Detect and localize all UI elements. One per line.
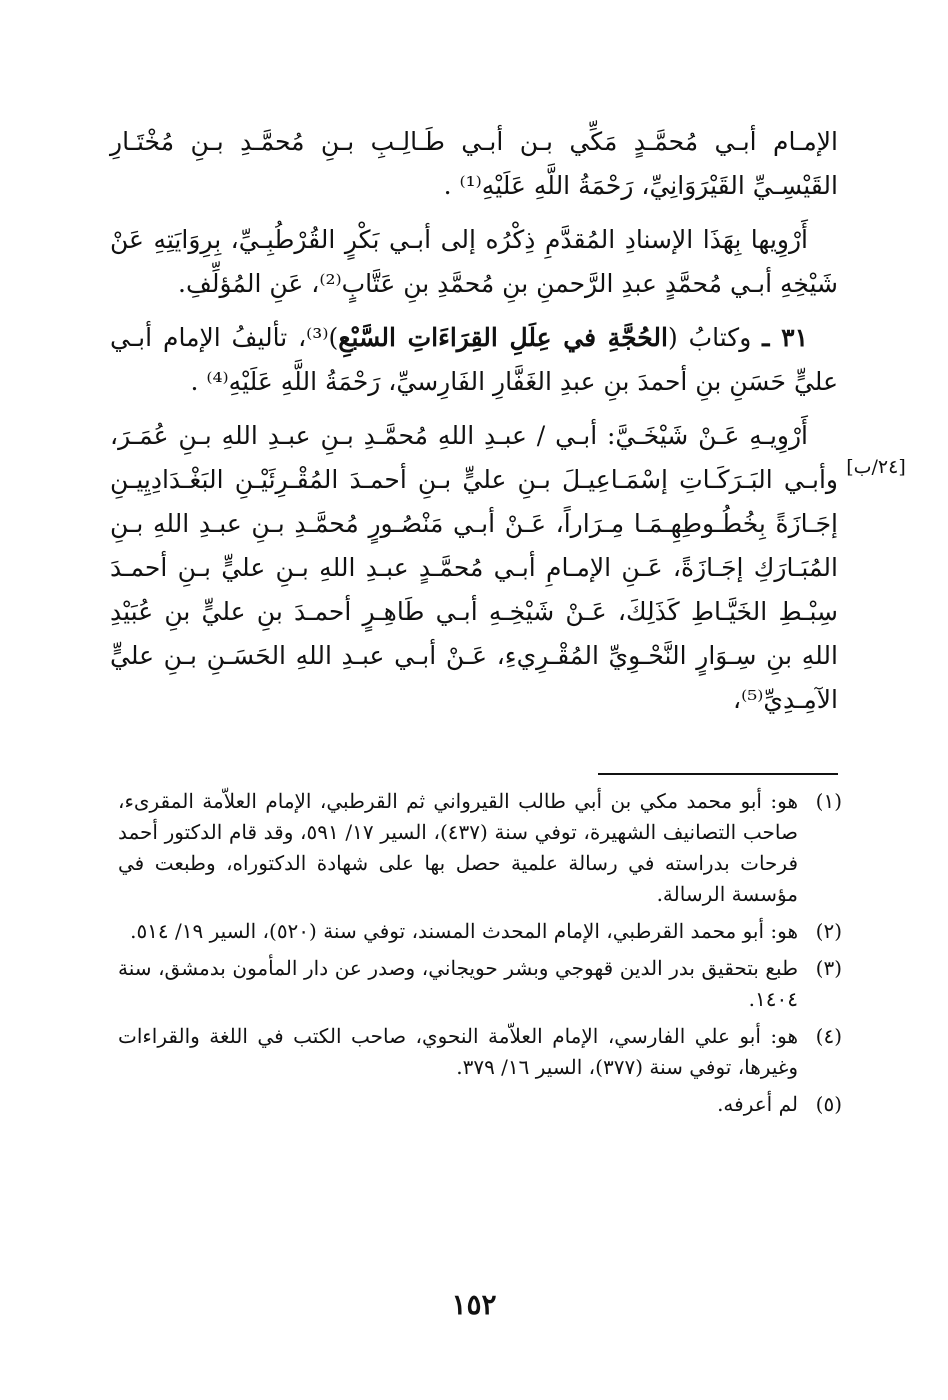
footnote-text: طبع بتحقيق بدر الدين قهوجي وبشر حويجاني، وصدر عن دار المأمون بدمشق، سنة ١٤٠٤. bbox=[118, 956, 798, 1011]
footnote-1 bbox=[118, 786, 842, 910]
paragraph-4 bbox=[110, 414, 838, 722]
footnotes-section bbox=[118, 786, 842, 1126]
footnote-text: هو: أبو محمد القرطبي، الإمام المحدث المسند، توفي سنة (٥٢٠)، السير ١٩/ ٥١٤. bbox=[130, 919, 798, 943]
footnote-number: (٣) bbox=[815, 956, 842, 980]
footnote-number: (١) bbox=[815, 789, 842, 813]
book-title: الحُجَّةِ في عِلَلِ القِرَاءَاتِ السَّبْعِ bbox=[338, 323, 668, 352]
footnote-5 bbox=[118, 1089, 842, 1120]
paragraph-4-text: أَرْوِيـهِ عَـنْ شَيْخَـيَّ: أبـي / عبـدِ اللهِ مُحمَّـدِ بـنِ عبـدِ اللهِ بـنِ عُمَـرَ، وأبـي البَـرَكَـاتِ إسْمَـاعِيـلَ بـنِ عليٍّ بـنِ أحمـدَ المُقْـرِئَيْـنِ البَغْـدَادِيِيـنِ إجَـازَةً بِخُطُـوطِهِـمَـا مِـرَاراً، عَـنْ أبـي مَنْصُـورٍ مُحمَّـدِ بـنِ عبـدِ اللهِ بـنِ المُبَـارَكِ إجَـازَةً، عَـنِ الإمـامِ أبـي مُحمَّـدٍ عبـدِ اللهِ بـنِ عليٍّ بـنِ أحمـدَ سِبْـطِ الخَيَّـاطِ كَذَلِكَ، عَـنْ شَيْخِـهِ أبـي طَاهِـرٍ أحمـدَ بنِ عليٍّ بنِ عُبَيْدِ اللهِ بنِ سِـوَارٍ النَّحْـوِيِّ المُقْـرِيءِ، عَـنْ أبـي عبـدِ اللهِ الحَسَـنِ بـنِ عليٍّ الآمِـدِيِّ⁽⁵⁾، bbox=[110, 421, 838, 714]
paragraph-1 bbox=[110, 120, 838, 208]
footnote-divider bbox=[598, 773, 838, 775]
paragraph-3-before: وكتابُ ( bbox=[667, 323, 763, 352]
entry-number: ٣١ ـ bbox=[762, 323, 809, 352]
paragraph-2-text: أَرْوِيها بِهَذَا الإسنادِ المُقدَّمِ ذِكْرُه إلى أبـي بَكْرٍ القُرْطُبِـيِّ، بِرِوَايَتِهِ عَنْ شَيْخِهِ أبـي مُحمَّدٍ عبدِ الرَّحمنِ بنِ مُحمَّدِ بنِ عَتَّابٍ⁽²⁾، عَنِ المُؤلِّفِ. bbox=[110, 225, 838, 298]
paragraph-1-text: الإمـام أبـي مُحمَّـدٍ مَكِّي بـن أبـي طَـالِـبِ بـنِ مُحمَّـدِ بـنِ مُخْتَـارِ القَيْسِـيِّ القَيْرَوَانِيِّ، رَحْمَةُ اللَّهِ عَلَيْهِ⁽¹⁾ . bbox=[110, 127, 838, 200]
paragraph-3-after: )⁽³⁾، تأليفُ الإمام أبـي عليٍّ حَسَنِ بنِ أحمدَ بنِ عبدِ الغَفَّارِ الفَارِسيِّ، رَحْمَةُ اللَّهِ عَلَيْهِ⁽⁴⁾ . bbox=[110, 323, 838, 396]
footnote-text: هو: أبو علي الفارسي، الإمام العلاّمة النحوي، صاحب الكتب في اللغة والقراءات وغيرها، توفي سنة (٣٧٧)، السير ١٦/ ٣٧٩. bbox=[118, 1024, 798, 1079]
paragraph-3 bbox=[110, 316, 838, 404]
manuscript-folio-note: [٢٤/ب] bbox=[846, 456, 906, 478]
page-number: ١٥٢ bbox=[451, 1288, 497, 1321]
footnote-3 bbox=[118, 953, 842, 1015]
footnote-2 bbox=[118, 916, 842, 947]
paragraph-2 bbox=[110, 218, 838, 306]
footnote-number: (٥) bbox=[815, 1092, 842, 1116]
footnote-number: (٤) bbox=[815, 1024, 842, 1048]
footnote-text: هو: أبو محمد مكي بن أبي طالب القيرواني ثم القرطبي، الإمام العلاّمة المقرىء، صاحب التصانيف الشهيرة، توفي سنة (٤٣٧)، السير ١٧/ ٥٩١، وقد قام الدكتور أحمد فرحات بدراسته في رسالة علمية حصل بها على شهادة الدكتوراه، وطبعت في مؤسسة الرسالة. bbox=[118, 789, 798, 906]
main-text-block bbox=[110, 120, 838, 732]
footnote-text: لم أعرفه. bbox=[717, 1092, 798, 1116]
footnote-4 bbox=[118, 1021, 842, 1083]
footnote-number: (٢) bbox=[815, 919, 842, 943]
